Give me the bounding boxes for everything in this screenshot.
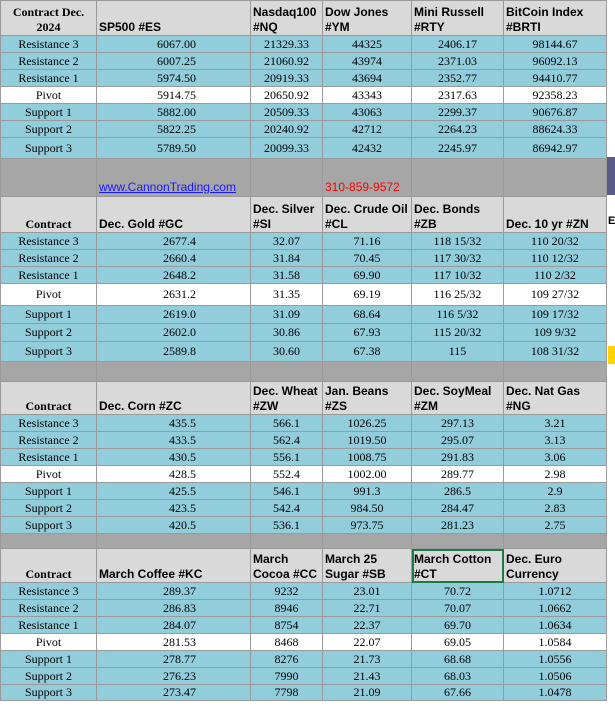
row-label[interactable]: Support 1: [1, 104, 97, 121]
separator-cell[interactable]: [251, 159, 323, 197]
value-cell[interactable]: 8754: [251, 617, 323, 634]
table-row: [1, 342, 607, 362]
table-row: [1, 651, 607, 668]
value-cell[interactable]: 20650.92: [251, 87, 323, 104]
table-row: [1, 104, 607, 121]
value-cell[interactable]: 1026.25: [323, 415, 412, 432]
header-cell[interactable]: Jan. Beans #ZS: [323, 382, 412, 415]
value-cell[interactable]: 69.70: [412, 617, 504, 634]
value-cell[interactable]: 42432: [323, 138, 412, 159]
value-cell[interactable]: 2264.23: [412, 121, 504, 138]
header-cell[interactable]: Dec. Wheat #ZW: [251, 382, 323, 415]
value-cell[interactable]: 281.53: [97, 634, 251, 651]
value-cell[interactable]: 96092.13: [504, 53, 607, 70]
value-cell[interactable]: 2406.17: [412, 36, 504, 53]
separator-cell[interactable]: [1, 159, 97, 197]
row-label[interactable]: Support 1: [1, 306, 97, 324]
value-cell[interactable]: 67.93: [323, 324, 412, 342]
pivot-row: [1, 284, 607, 306]
header-cell[interactable]: Dec. SoyMeal #ZM: [412, 382, 504, 415]
value-cell[interactable]: 291.83: [412, 449, 504, 466]
value-cell[interactable]: 31.35: [251, 284, 323, 306]
value-cell[interactable]: 22.37: [323, 617, 412, 634]
table-row: [1, 70, 607, 87]
row-label[interactable]: Resistance 2: [1, 250, 97, 267]
separator-cell[interactable]: [504, 534, 607, 549]
separator-cell[interactable]: [251, 534, 323, 549]
value-cell[interactable]: 31.58: [251, 267, 323, 284]
row-label[interactable]: Resistance 1: [1, 617, 97, 634]
value-cell[interactable]: 6007.25: [97, 53, 251, 70]
row-label[interactable]: Support 3: [1, 685, 97, 701]
header-cell[interactable]: March 25 Sugar #SB: [323, 549, 412, 583]
edge-cell-text: E: [608, 215, 615, 227]
value-cell[interactable]: 67.66: [412, 685, 504, 701]
row-label[interactable]: Support 2: [1, 324, 97, 342]
pivot-row: [1, 466, 607, 483]
value-cell[interactable]: 70.72: [412, 583, 504, 600]
table-row: [1, 685, 607, 701]
row-label[interactable]: Resistance 2: [1, 53, 97, 70]
value-cell[interactable]: 21.73: [323, 651, 412, 668]
value-cell[interactable]: 284.47: [412, 500, 504, 517]
value-cell[interactable]: 117 10/32: [412, 267, 504, 284]
header-cell[interactable]: Dec. Crude Oil #CL: [323, 197, 412, 233]
value-cell[interactable]: 30.60: [251, 342, 323, 362]
header-row: [1, 197, 607, 233]
value-cell[interactable]: 69.19: [323, 284, 412, 306]
header-cell[interactable]: Dec. Nat Gas #NG: [504, 382, 607, 415]
value-cell[interactable]: 2619.0: [97, 306, 251, 324]
value-cell[interactable]: 94410.77: [504, 70, 607, 87]
value-cell[interactable]: 433.5: [97, 432, 251, 449]
value-cell[interactable]: 110 12/32: [504, 250, 607, 267]
value-cell[interactable]: 115: [412, 342, 504, 362]
value-cell[interactable]: 2352.77: [412, 70, 504, 87]
separator-row: [1, 362, 607, 382]
pivot-row: [1, 87, 607, 104]
value-cell[interactable]: 430.5: [97, 449, 251, 466]
table-row: [1, 138, 607, 159]
row-label[interactable]: Resistance 2: [1, 600, 97, 617]
separator-cell[interactable]: [97, 362, 251, 382]
value-cell[interactable]: 68.68: [412, 651, 504, 668]
value-cell[interactable]: 2589.8: [97, 342, 251, 362]
header-label[interactable]: Contract: [1, 382, 97, 415]
value-cell[interactable]: 428.5: [97, 466, 251, 483]
value-cell[interactable]: 88624.33: [504, 121, 607, 138]
value-cell[interactable]: 423.5: [97, 500, 251, 517]
value-cell[interactable]: 991.3: [323, 483, 412, 500]
row-label[interactable]: Resistance 2: [1, 432, 97, 449]
header-cell[interactable]: Dec. Gold #GC: [97, 197, 251, 233]
value-cell[interactable]: 281.23: [412, 517, 504, 534]
value-cell[interactable]: 284.07: [97, 617, 251, 634]
value-cell[interactable]: 30.86: [251, 324, 323, 342]
value-cell[interactable]: 566.1: [251, 415, 323, 432]
header-cell[interactable]: Dow Jones #YM: [323, 1, 412, 36]
row-label[interactable]: Resistance 3: [1, 415, 97, 432]
value-cell[interactable]: 546.1: [251, 483, 323, 500]
value-cell[interactable]: 98144.67: [504, 36, 607, 53]
value-cell[interactable]: 973.75: [323, 517, 412, 534]
table-row: [1, 250, 607, 267]
value-cell[interactable]: 289.77: [412, 466, 504, 483]
table-row: [1, 483, 607, 500]
value-cell[interactable]: 7798: [251, 685, 323, 701]
value-cell[interactable]: 289.37: [97, 583, 251, 600]
row-label[interactable]: Resistance 3: [1, 36, 97, 53]
row-label[interactable]: Pivot: [1, 87, 97, 104]
value-cell[interactable]: 118 15/32: [412, 233, 504, 250]
value-cell[interactable]: 2.9: [504, 483, 607, 500]
value-cell[interactable]: 31.09: [251, 306, 323, 324]
row-label[interactable]: Resistance 1: [1, 449, 97, 466]
table-row: [1, 306, 607, 324]
value-cell[interactable]: 21.09: [323, 685, 412, 701]
value-cell[interactable]: 276.23: [97, 668, 251, 685]
header-cell[interactable]: Dec. Euro Currency: [504, 549, 607, 583]
header-row: [1, 382, 607, 415]
header-cell[interactable]: Dec. Silver #SI: [251, 197, 323, 233]
header-cell[interactable]: March Coffee #KC: [97, 549, 251, 583]
value-cell[interactable]: 115 20/32: [412, 324, 504, 342]
value-cell[interactable]: 2299.37: [412, 104, 504, 121]
table-row: [1, 583, 607, 600]
separator-cell[interactable]: [1, 362, 97, 382]
value-cell[interactable]: 5914.75: [97, 87, 251, 104]
header-cell[interactable]: SP500 #ES: [97, 1, 251, 36]
value-cell[interactable]: 2660.4: [97, 250, 251, 267]
value-cell[interactable]: 2.75: [504, 517, 607, 534]
separator-cell[interactable]: [504, 362, 607, 382]
phone-number: 310-859-9572: [325, 180, 400, 194]
separator-cell[interactable]: [97, 159, 251, 197]
value-cell[interactable]: 109 27/32: [504, 284, 607, 306]
separator-cell[interactable]: [97, 534, 251, 549]
value-cell[interactable]: 21329.33: [251, 36, 323, 53]
value-cell[interactable]: 43343: [323, 87, 412, 104]
value-cell[interactable]: 552.4: [251, 466, 323, 483]
value-cell[interactable]: 108 31/32: [504, 342, 607, 362]
separator-cell[interactable]: [323, 534, 412, 549]
value-cell[interactable]: 1008.75: [323, 449, 412, 466]
value-cell[interactable]: 1.0634: [504, 617, 607, 634]
separator-cell[interactable]: [504, 159, 607, 197]
table-row: [1, 432, 607, 449]
separator-cell[interactable]: [323, 159, 412, 197]
value-cell[interactable]: 22.07: [323, 634, 412, 651]
table-row: [1, 617, 607, 634]
table-row: [1, 600, 607, 617]
value-cell[interactable]: 20919.33: [251, 70, 323, 87]
value-cell[interactable]: 556.1: [251, 449, 323, 466]
value-cell[interactable]: 5974.50: [97, 70, 251, 87]
value-cell[interactable]: 20099.33: [251, 138, 323, 159]
value-cell[interactable]: 1.0556: [504, 651, 607, 668]
value-cell[interactable]: 2602.0: [97, 324, 251, 342]
value-cell[interactable]: 2245.97: [412, 138, 504, 159]
value-cell[interactable]: 542.4: [251, 500, 323, 517]
value-cell[interactable]: 70.07: [412, 600, 504, 617]
value-cell[interactable]: 20509.33: [251, 104, 323, 121]
value-cell[interactable]: 5882.00: [97, 104, 251, 121]
value-cell[interactable]: 1.0662: [504, 600, 607, 617]
separator-cell[interactable]: [1, 534, 97, 549]
value-cell[interactable]: 42712: [323, 121, 412, 138]
row-label[interactable]: Support 1: [1, 483, 97, 500]
value-cell[interactable]: 23.01: [323, 583, 412, 600]
value-cell[interactable]: 8946: [251, 600, 323, 617]
table-row: [1, 324, 607, 342]
value-cell[interactable]: 110 2/32: [504, 267, 607, 284]
table-row: [1, 36, 607, 53]
website-link[interactable]: www.CannonTrading.com: [99, 180, 236, 194]
separator-cell[interactable]: [323, 362, 412, 382]
value-cell[interactable]: 43694: [323, 70, 412, 87]
row-label[interactable]: Support 3: [1, 517, 97, 534]
value-cell[interactable]: 44325: [323, 36, 412, 53]
value-cell[interactable]: 109 9/32: [504, 324, 607, 342]
value-cell[interactable]: 420.5: [97, 517, 251, 534]
header-cell[interactable]: March Cocoa #CC: [251, 549, 323, 583]
value-cell[interactable]: 9232: [251, 583, 323, 600]
value-cell[interactable]: 2.83: [504, 500, 607, 517]
value-cell[interactable]: 5822.25: [97, 121, 251, 138]
value-cell[interactable]: 109 17/32: [504, 306, 607, 324]
value-cell[interactable]: 1.0712: [504, 583, 607, 600]
value-cell[interactable]: 984.50: [323, 500, 412, 517]
value-cell[interactable]: 2.98: [504, 466, 607, 483]
value-cell[interactable]: 435.5: [97, 415, 251, 432]
value-cell[interactable]: 2371.03: [412, 53, 504, 70]
value-cell[interactable]: 3.06: [504, 449, 607, 466]
row-label[interactable]: Support 2: [1, 500, 97, 517]
table-row: [1, 668, 607, 685]
value-cell[interactable]: 2317.63: [412, 87, 504, 104]
value-cell[interactable]: 1.0584: [504, 634, 607, 651]
value-cell[interactable]: 117 30/32: [412, 250, 504, 267]
separator-row: [1, 534, 607, 549]
header-label[interactable]: Contract: [1, 549, 97, 583]
header-label[interactable]: Contract Dec. 2024: [1, 1, 97, 36]
value-cell[interactable]: 1.0506: [504, 668, 607, 685]
value-cell[interactable]: 31.84: [251, 250, 323, 267]
value-cell[interactable]: 20240.92: [251, 121, 323, 138]
value-cell[interactable]: 1.0478: [504, 685, 607, 701]
row-label[interactable]: Resistance 1: [1, 267, 97, 284]
value-cell[interactable]: 7990: [251, 668, 323, 685]
value-cell[interactable]: 536.1: [251, 517, 323, 534]
header-row: [1, 549, 607, 583]
value-cell[interactable]: 6067.00: [97, 36, 251, 53]
separator-cell[interactable]: [412, 159, 504, 197]
header-label[interactable]: Contract: [1, 197, 97, 233]
table-row: [1, 233, 607, 250]
value-cell[interactable]: 70.45: [323, 250, 412, 267]
value-cell[interactable]: 68.64: [323, 306, 412, 324]
value-cell[interactable]: 2677.4: [97, 233, 251, 250]
header-cell[interactable]: Mini Russell #RTY: [412, 1, 504, 36]
header-cell[interactable]: Dec. 10 yr #ZN: [504, 197, 607, 233]
value-cell[interactable]: 67.38: [323, 342, 412, 362]
selected-header-cell[interactable]: March Cotton #CT: [412, 549, 504, 583]
row-label[interactable]: Support 3: [1, 138, 97, 159]
pivot-row: [1, 634, 607, 651]
value-cell[interactable]: 43063: [323, 104, 412, 121]
value-cell[interactable]: 5789.50: [97, 138, 251, 159]
value-cell[interactable]: 69.90: [323, 267, 412, 284]
value-cell[interactable]: 3.13: [504, 432, 607, 449]
value-cell[interactable]: 286.83: [97, 600, 251, 617]
value-cell[interactable]: 21060.92: [251, 53, 323, 70]
value-cell[interactable]: 69.05: [412, 634, 504, 651]
row-label[interactable]: Pivot: [1, 284, 97, 306]
value-cell[interactable]: 86942.97: [504, 138, 607, 159]
table-row: [1, 500, 607, 517]
value-cell[interactable]: 68.03: [412, 668, 504, 685]
value-cell[interactable]: 1002.00: [323, 466, 412, 483]
value-cell[interactable]: 2648.2: [97, 267, 251, 284]
value-cell[interactable]: 286.5: [412, 483, 504, 500]
value-cell[interactable]: 8468: [251, 634, 323, 651]
value-cell[interactable]: 425.5: [97, 483, 251, 500]
edge-bar-indigo: [607, 157, 615, 195]
header-cell[interactable]: Dec. Bonds #ZB: [412, 197, 504, 233]
contact-row: [1, 159, 607, 197]
separator-cell[interactable]: [412, 362, 504, 382]
value-cell[interactable]: 92358.23: [504, 87, 607, 104]
value-cell[interactable]: 273.47: [97, 685, 251, 701]
value-cell[interactable]: 116 25/32: [412, 284, 504, 306]
row-label[interactable]: Pivot: [1, 466, 97, 483]
table-row: [1, 449, 607, 466]
table-row: [1, 53, 607, 70]
value-cell[interactable]: 32.07: [251, 233, 323, 250]
table-row: [1, 517, 607, 534]
value-cell[interactable]: 295.07: [412, 432, 504, 449]
value-cell[interactable]: 71.16: [323, 233, 412, 250]
edge-bar-yellow: [608, 346, 615, 364]
value-cell[interactable]: 1019.50: [323, 432, 412, 449]
value-cell[interactable]: 562.4: [251, 432, 323, 449]
row-label[interactable]: Support 2: [1, 668, 97, 685]
separator-cell[interactable]: [412, 534, 504, 549]
value-cell[interactable]: 3.21: [504, 415, 607, 432]
row-label[interactable]: Resistance 1: [1, 70, 97, 87]
value-cell[interactable]: 110 20/32: [504, 233, 607, 250]
table-row: [1, 267, 607, 284]
value-cell[interactable]: 90676.87: [504, 104, 607, 121]
table-row: [1, 415, 607, 432]
header-cell[interactable]: Nasdaq100 #NQ: [251, 1, 323, 36]
row-label[interactable]: Resistance 3: [1, 583, 97, 600]
value-cell[interactable]: 21.43: [323, 668, 412, 685]
header-row: [1, 1, 607, 36]
value-cell[interactable]: 297.13: [412, 415, 504, 432]
row-label[interactable]: Support 3: [1, 342, 97, 362]
table-row: [1, 121, 607, 138]
header-cell[interactable]: BitCoin Index #BRTI: [504, 1, 607, 36]
header-cell[interactable]: Dec. Corn #ZC: [97, 382, 251, 415]
value-cell[interactable]: 2631.2: [97, 284, 251, 306]
separator-cell[interactable]: [251, 362, 323, 382]
row-label[interactable]: Support 1: [1, 651, 97, 668]
value-cell[interactable]: 43974: [323, 53, 412, 70]
value-cell[interactable]: 22.71: [323, 600, 412, 617]
row-label[interactable]: Support 2: [1, 121, 97, 138]
value-cell[interactable]: 116 5/32: [412, 306, 504, 324]
value-cell[interactable]: 8276: [251, 651, 323, 668]
row-label[interactable]: Resistance 3: [1, 233, 97, 250]
row-label[interactable]: Pivot: [1, 634, 97, 651]
value-cell[interactable]: 278.77: [97, 651, 251, 668]
